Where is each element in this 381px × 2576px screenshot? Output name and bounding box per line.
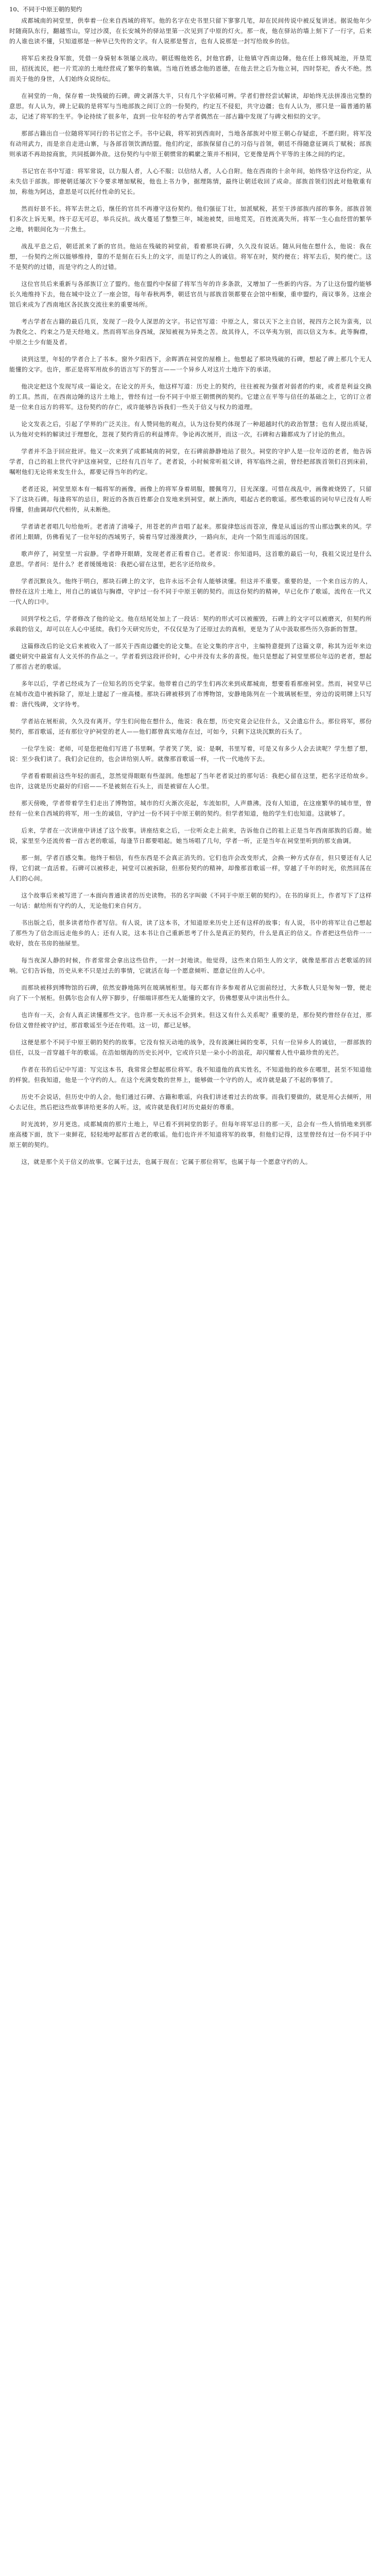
paragraph: 这，就是那个关于信义的故事。它属于过去，也属于现在；它属于那位将军，也属于每一个愿意守约的人。 bbox=[21, 1158, 311, 1165]
paragraph: 回到学校之后，学者修改了他的论文。他在结尾处加上了一段话：契约的形式可以被摧毁，石碑上的文字可以被磨灭，但契约所承载的信义，却可以在人心中延续。我们今天研究历史，不仅仅是为了还原过去的真相，更是为了从中汲取那些历久弥新的智慧。 bbox=[9, 615, 372, 633]
paragraph: 论文发表之后，引起了学界的广泛关注。有人赞同他的观点，认为这份契约体现了一种超越时代的政治智慧；也有人提出质疑，认为他对史料的解读过于理想化，忽视了契约背后的利益博弈。争论再次展开，而这一次，石碑和古籍都成为了讨论的焦点。 bbox=[9, 420, 372, 438]
paragraph: 而那块被移到博物馆的石碑，依然安静地陈列在玻璃展柜里。每天都有许多参观者从它面前经过，大多数人只是匆匆一瞥，便走向了下一个展柜。但偶尔也会有人停下脚步，仔细端详那些无人能懂的文字，仿佛想要从中读出些什么。 bbox=[9, 984, 372, 1002]
paragraph: 这便是那个不同于中原王朝的契约的故事。它没有惊天动地的战争，没有波澜壮阔的变革，只有一位异乡人的诚信，一群部族的信任，以及一首穿越千年的歌谣。在浩如烟海的历史长河中，它或许只是一朵小小的浪花，却闪耀着人性中最珍贵的光芒。 bbox=[9, 1039, 372, 1056]
paragraph: 历史不会说话，但历史中的人会。他们通过石碑、古籍和歌谣，向我们讲述着过去的故事。而我们要做的，就是用心去倾听，用心去记住，然后把这些故事讲给更多的人听。这，或许就是我们对历史最好的尊重。 bbox=[9, 1093, 372, 1111]
paragraph: 书记官在书中写道：将军常说，以力服人者，人心不服；以信结人者，人心自附。他在西南的十余年间，始终恪守这份约定，从未失信于部族。即便朝廷屡次下令要求增加赋税，他也上书力争，据理陈情，最终让朝廷收回了成命。部族首领们因此对他敬重有加，称他为阿达，意思是可以托付性命的兄长。 bbox=[9, 167, 372, 195]
paragraph: 书出版之后，很多读者给作者写信。有人说，读了这本书，才知道原来历史上还有这样的故事；有人说，书中的将军让自己想起了那些为了信念而远走他乡的人；还有人说，这本书让自己重新思考了什么是真正的契约，什么是真正的信义。作者把这些信件一一收好，放在书房的抽屉里。 bbox=[9, 919, 372, 947]
paragraph: 学者看着眼前这些年轻的面孔，忽然觉得眼眶有些湿润。他想起了当年老者说过的那句话：我把心留在这里，把名字还给故乡。也许，这就是历史最好的归宿——不是被刻在石头上，而是被留在人心里。 bbox=[9, 772, 372, 790]
paragraph: 歌声停了，祠堂里一片寂静。学者睁开眼睛，发现老者正看着自己。老者说：你知道吗，这首歌的最后一句，我祖父说过是什么意思。学者问：是什么？老者缓缓地说：我把心留在这里，把名字还给故乡。 bbox=[9, 550, 372, 568]
paragraph: 他决定把这个发现写成一篇论文。在论文的开头，他这样写道：历史上的契约，往往被视为强者对弱者的约束，或者是利益交换的工具。然而，在西南边陲的这片土地上，曾经有过一份不同于中原王朝惯例的契约。它建立在平等与信任的基础之上，它的订立者是一位来自远方的将军。这份契约的存亡，或许能够告诉我们一些关于信义与权力的道理。 bbox=[9, 383, 372, 411]
paragraph: 作者在书的后记中写道：写完这本书，我常常会想起那位将军。我不知道他的真实姓名，不知道他的故乡在哪里，甚至不知道他的样貌。但我知道，他是一个守约的人。在这个充满变数的世界上，能够做一个守约的人，或许就是最了不起的事情了。 bbox=[9, 1066, 372, 1083]
paragraph: 这篇修改后的论文后来被收入了一部关于西南边疆史的论文集。在论文集的序言中，主编特意提到了这篇文章，称其为近年来边疆史研究中最富有人文关怀的作品之一。学者看到这段评价时，心中并没有太多的喜悦。他只是想起了祠堂里那位年迈的老者，想起了那首古老的歌谣。 bbox=[9, 642, 372, 670]
paragraph: 一位学生说：老师，可是您把他们写进了书里啊。学者笑了笑，说：是啊，书里写着，可是又有多少人会去读呢？学生想了想，说：至少我们读了。我们会记住的，也会讲给别人听。就像那首歌谣一样，一代一代地传下去。 bbox=[9, 745, 372, 762]
paragraph: 每当夜深人静的时候，作者常常会拿出这些信件，一封一封地读。他觉得，这些来自陌生人的文字，就像是那首古老歌谣的回响。它们告诉他，历史从来不只是过去的事情，它就活在每一个愿意倾听、愿意记住的人心中。 bbox=[9, 957, 372, 974]
paragraph: 读到这里，年轻的学者合上了书本。窗外夕阳西下，余晖洒在祠堂的屋檐上。他想起了那块残破的石碑，想起了碑上那几个无人能懂的文字。也许，那正是将军用故乡的语言写下的誓言——一个异乡人对这片土地许下的承诺。 bbox=[9, 355, 372, 373]
paragraph: 学者并不急于回应批评。他又一次来到了成都城南的祠堂，在石碑前静静地站了很久。祠堂的守护人是一位年迈的老者，他告诉学者，自己的祖上世代守护这座祠堂，已经有几百年了。老者说，小时候常听祖父讲，将军临终之前，曾经把部族首领们召到床前，嘱咐他们无论将来发生什么，都要记得当年的约定。 bbox=[9, 448, 372, 476]
paragraph: 成都城南的祠堂里，供奉着一位来自西域的将军。他的名字在史书里只留下寥寥几笔，却在民间传说中被反复讲述。据说他年少时随商队东行，翻越雪山，穿过沙漠，在长安城外的驿站里第一次见到了中原的灯火。那一夜，他在驿站的墙上刻下了一行字，后来的人谁也读不懂，只知道那是一种早已失传的文字。有人说那是誓言，也有人说那是一封写给故乡的信。 bbox=[9, 17, 372, 45]
paragraph: 学者站在展柜前，久久没有离开。学生们问他在想什么，他说：我在想，历史究竟会记住什么，又会遗忘什么。那位将军，那份契约，那首歌谣，还有那位守护祠堂的老人——他们都曾真实地存在过，可如今，只剩下这块沉默的石头了。 bbox=[9, 718, 372, 735]
paragraph: 多年以后，学者已经成为了一位知名的历史学家。他带着自己的学生们再次来到成都城南，想要看看那座祠堂。然而，祠堂早已在城市改造中被拆除了，原址上建起了一座高楼。那块石碑被移到了市博物馆，安静地陈列在一个玻璃展柜里，旁边的说明牌上只写着：唐代残碑，文字待考。 bbox=[9, 680, 372, 708]
article-body bbox=[9, 15, 372, 1167]
paragraph: 那一刻，学者百感交集。他终于相信，有些东西是不会真正消失的。它们也许会改变形式，会换一种方式存在，但只要还有人记得，它们就一直活着。石碑可以被移走，祠堂可以被拆除，但那份契约的精神，却像那首歌谣一样，穿越了千年的时光，依然回荡在人们的心间。 bbox=[9, 854, 372, 882]
paragraph: 也许有一天，会有人真正读懂那些文字。也许那一天永远不会到来。但这又有什么关系呢？重要的是，那份契约曾经存在过，那份信义曾经被守护过，那首歌谣至今还在传唱。这一切，都已足够。 bbox=[9, 1011, 372, 1029]
paragraph: 老者还说，祠堂里原本有一幅将军的画像，画像上的将军身着胡服，腰佩弯刀，目光深邃。可惜在战乱中，画像被烧毁了，只留下了这块石碑。每逢将军的忌日，附近的各族百姓都会自发地来到祠堂，献上酒肉，唱起古老的歌谣。那些歌谣的词句早已没有人听得懂，但曲调却代代相传，从未断绝。 bbox=[9, 485, 372, 513]
paragraph: 这个故事后来被写进了一本面向普通读者的历史读物。书的名字叫做《不同于中原王朝的契约》。在书的扉页上，作者写下了这样一句话：献给所有守约的人，无论他们来自何方。 bbox=[9, 892, 372, 909]
paragraph: 后来，学者在一次讲座中讲述了这个故事。讲座结束之后，一位听众走上前来，告诉他自己的祖上正是当年西南部族的后裔。她说，家里至今还流传着一首古老的歌谣，每逢节日都要唱起。她当场唱了几句，学者一听，正是当年在祠堂里听到的那支曲调。 bbox=[9, 827, 372, 844]
paragraph: 然而好景不长。将军去世之后，继任的官员不再遵守这份契约。他们强征丁壮，加派赋税，甚至干涉部族内部的事务。部族首领们多次上诉无果，终于忍无可忍，举兵反抗。战火蔓延了整整三年，城池被焚，田地荒芜，百姓流离失所。将军一生心血经营的繁华之地，转眼间化为一片焦土。 bbox=[9, 205, 372, 233]
paragraph: 考古学者在古籍的最后几页，发现了一段令人深思的文字。书记官写道：中原之人，常以天下之主自居，视四方之民为蛮夷，以为教化之、约束之乃是天经地义。然而将军出身西域，深知被视为异类之苦。故其待人，不以华夷为别，而以信义为本。此等胸襟，中原之士少有能及者。 bbox=[9, 318, 372, 346]
paragraph: 那天傍晚，学者带着学生们走出了博物馆。城市的灯火渐次亮起，车流如织，人声鼎沸。没有人知道，在这座繁华的城市里，曾经有一位来自西域的将军，用一生的诚信，守护过一份不同于中原王朝的契约。但学者知道，他的学生们也知道。这就够了。 bbox=[9, 800, 372, 817]
paragraph: 这位官员后来重新与各部族订立了盟约。他在盟约中保留了将军当年的许多条款，又增加了一些新的内容。为了让这份盟约能够长久地维持下去，他在城中设立了一座会馆，每年春秋两季，朝廷官员与部族首领都要在会馆中相聚，重申盟约，商议事务。这座会馆后来成为了西南地区各民族交流往来的重要场所。 bbox=[9, 280, 372, 308]
paragraph: 在祠堂的一角，保存着一块残破的石碑。碑文剥落大半，只有几个字依稀可辨。学者们曾经尝试解读，却始终无法拼凑出完整的意思。有人认为，碑上记载的是将军与当地部族之间订立的一份契约，约定互不侵犯，共守边疆；也有人认为，那只是一篇普通的墓志，记述了将军的生平。争论持续了很多年，直到一位年轻的考古学者偶然在一部古籍中发现了与碑文相似的文字。 bbox=[9, 92, 372, 120]
paragraph: 学者沉默良久。他终于明白，那块石碑上的文字，也许永远不会有人能够读懂。但这并不重要。重要的是，一个来自远方的人，曾经在这片土地上，用自己的诚信与胸襟，守护过一份不同于中原王朝的契约。而这份契约的精神，早已化作了歌谣，流传在一代又一代人的口中。 bbox=[9, 578, 372, 605]
paragraph: 时光流转，岁月更迭。成都城南的那片土地上，早已看不到祠堂的影子。但每年将军忌日的那一天，总会有一些人悄悄地来到那座高楼下面，放下一束鲜花，轻轻地哼起那首古老的歌谣。他们也许并不知道将军的故事，但他们记得，这里曾经有过一份不同于中原王朝的契约。 bbox=[9, 1121, 372, 1148]
chapter-heading: 10、不同于中原王朝的契约 bbox=[9, 6, 82, 13]
paragraph: 学者请老者唱几句给他听。老者清了清嗓子，用苍老的声音唱了起来。那旋律悠远而苍凉，像是从遥远的雪山那边飘来的风。学者闭上眼睛，仿佛看见了一位年轻的西域男子，骑着马穿过漫漫黄沙，一路向东，走向一个陌生而遥远的国度。 bbox=[9, 523, 372, 540]
paragraph: 那部古籍出自一位随将军同行的书记官之手。书中记载，将军初到西南时，当地各部族对中原王朝心存疑虑，不愿归附。将军没有动用武力，而是亲自走进山寨，与各部首领饮酒结盟。他们约定，部族保留自己的习俗与首领，朝廷不得随意征调兵丁赋税；部族则承诺不再劫掠商旅，共同抵御外敌。这份契约与中原王朝惯常的羁縻之策并不相同，它更像是两个平等的主体之间的约定。 bbox=[9, 130, 372, 158]
paragraph: 战乱平息之后，朝廷派来了新的官员。他站在残破的祠堂前，看着那块石碑，久久没有说话。随从问他在想什么，他说：我在想，一份契约之所以能够维持，靠的不是刻在石头上的文字，而是订约之人的诚信。将军在时，契约便在；将军去后，契约便亡。这不是契约的过错，而是守约之人的过错。 bbox=[9, 243, 372, 270]
paragraph: 将军后来投身军旅，凭借一身骑射本领屡立战功。朝廷赐他姓名，封他官爵，让他镇守西南边陲。他在任上修筑城池，开垦荒田，招抚流民，把一片荒凉的土地经营成了繁华的集镇。当地百姓感念他的恩德，在他去世之后为他立祠，四时祭祀，香火不绝。然而关于他的身世，人们始终众说纷纭。 bbox=[9, 55, 372, 82]
